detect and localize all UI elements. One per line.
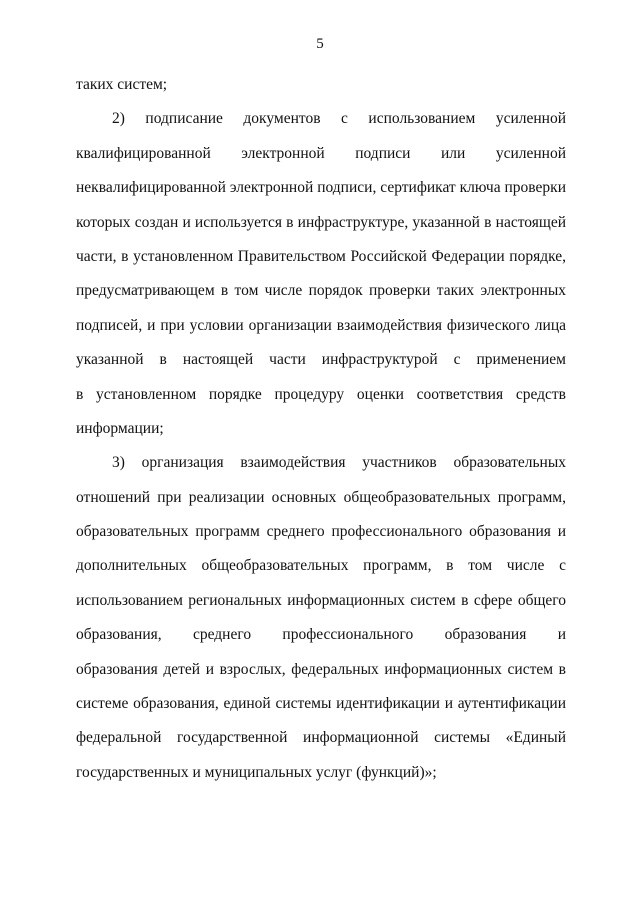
text-line: федеральной государственной информационной системы «Единый <box>76 729 566 747</box>
text-line: государственных и муниципальных услуг (функций)»; <box>76 763 437 781</box>
paragraph <box>76 102 566 446</box>
text-line: 3) организация взаимодействия участников образовательных <box>112 454 566 472</box>
text-line: квалифицированной электронной подписи или усиленной <box>76 144 566 162</box>
text-line: указанной в настоящей части инфраструктурой с применением <box>76 351 566 369</box>
text-line: дополнительных общеобразовательных программ, в том числе с <box>76 557 566 575</box>
text-line: которых создан и используется в инфраструктуре, указанной в настоящей <box>76 213 566 231</box>
page-number: 5 <box>316 36 324 52</box>
text-line: образовательных программ среднего профессионального образования и <box>76 523 566 541</box>
text-line: предусматривающем в том числе порядок проверки таких электронных <box>76 282 566 300</box>
paragraph <box>76 446 566 790</box>
text-line: образования, среднего профессионального образования и <box>76 626 566 644</box>
text-line: в установленном порядке процедуру оценки соответствия средств <box>76 385 566 403</box>
text-line: использованием региональных информационных систем в сфере общего <box>76 591 566 609</box>
text-line: неквалифицированной электронной подписи, сертификат ключа проверки <box>76 179 566 197</box>
text-line: отношений при реализации основных общеобразовательных программ, <box>76 488 566 506</box>
text-line: части, в установленном Правительством Российской Федерации порядке, <box>76 247 566 265</box>
text-line: системе образования, единой системы идентификации и аутентификации <box>76 695 566 713</box>
document-body <box>76 68 566 790</box>
text-line: образования детей и взрослых, федеральных информационных систем в <box>76 660 566 678</box>
text-line: подписей, и при условии организации взаимодействия физического лица <box>76 316 566 334</box>
paragraph <box>76 68 566 102</box>
text-line: 2) подписание документов с использованием усиленной <box>112 110 566 128</box>
text-line: информации; <box>76 419 164 437</box>
text-line: таких систем; <box>76 76 168 93</box>
